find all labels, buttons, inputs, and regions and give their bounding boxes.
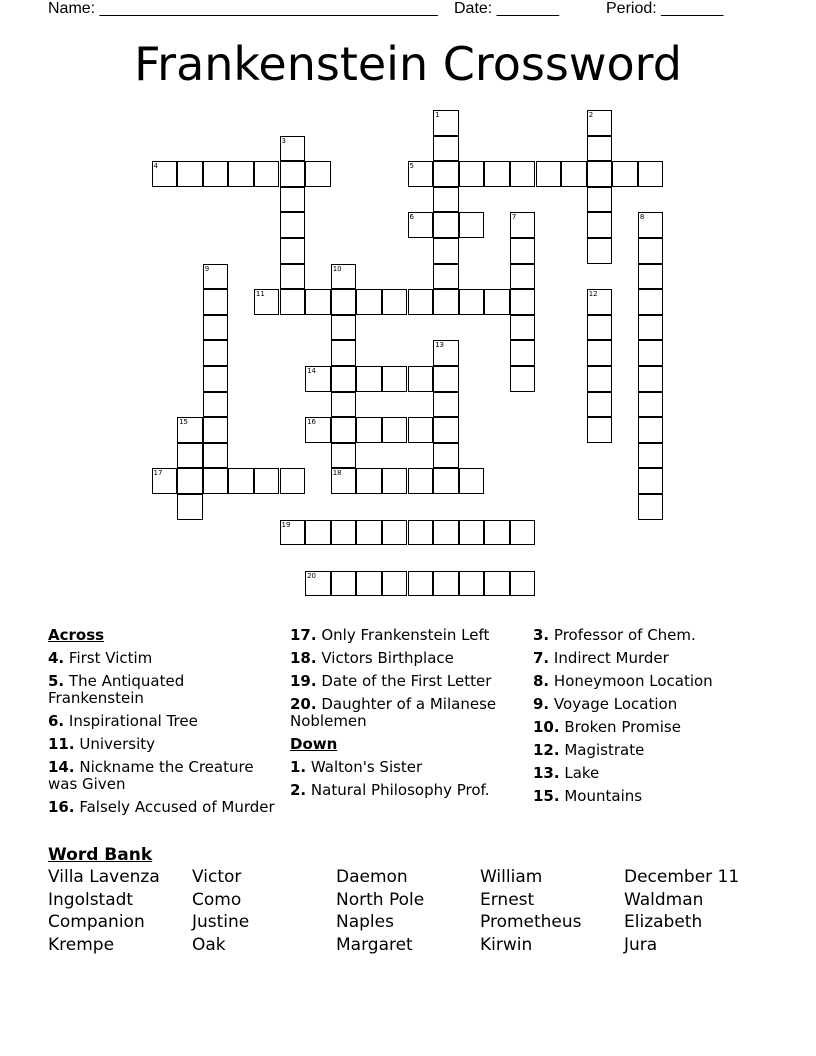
crossword-cell[interactable]	[152, 468, 178, 494]
crossword-cell[interactable]	[510, 520, 536, 546]
crossword-cell[interactable]	[536, 161, 562, 187]
period-field[interactable]: Period: _______	[606, 0, 724, 17]
word-bank-column	[624, 866, 739, 957]
word-bank-column	[480, 866, 582, 957]
clues-column-1	[48, 627, 278, 822]
crossword-cell[interactable]	[587, 161, 613, 187]
word-bank-word: Margaret	[336, 935, 413, 956]
word-bank-word: Jura	[624, 935, 658, 956]
word-bank-word: Ernest	[480, 889, 535, 910]
crossword-cell[interactable]	[331, 392, 357, 418]
clue-number: 19	[281, 520, 291, 529]
clue-across-11: 11. University	[48, 735, 156, 753]
crossword-cell[interactable]	[203, 443, 229, 469]
clue-number: 13	[435, 341, 445, 350]
crossword-cell[interactable]	[587, 187, 613, 213]
crossword-cell[interactable]	[331, 315, 357, 341]
crossword-cell[interactable]	[177, 443, 203, 469]
crossword-cell[interactable]	[484, 161, 510, 187]
crossword-cell[interactable]	[280, 289, 306, 315]
crossword-cell[interactable]	[331, 264, 357, 290]
word-bank-word: Victor	[192, 867, 242, 887]
word-bank-word: North Pole	[336, 889, 425, 910]
crossword-cell[interactable]	[459, 468, 485, 494]
crossword-cell[interactable]	[433, 520, 459, 546]
clue-down-8: 8. Honeymoon Location	[533, 672, 713, 690]
crossword-cell[interactable]	[433, 136, 459, 162]
crossword-cell[interactable]	[177, 417, 203, 443]
word-bank-word: Daemon	[336, 867, 408, 887]
crossword-cell[interactable]	[587, 238, 613, 264]
crossword-cell[interactable]	[433, 340, 459, 366]
crossword-cell[interactable]	[280, 161, 306, 187]
clue-across-16: 16. Falsely Accused of Murder	[48, 798, 275, 816]
crossword-cell[interactable]	[254, 289, 280, 315]
crossword-cell[interactable]	[433, 392, 459, 418]
crossword-cell[interactable]	[305, 417, 331, 443]
crossword-cell[interactable]	[433, 238, 459, 264]
crossword-cell[interactable]	[177, 494, 203, 520]
crossword-cell[interactable]	[356, 366, 382, 392]
crossword-cell[interactable]	[203, 392, 229, 418]
crossword-cell[interactable]	[331, 289, 357, 315]
crossword-cell[interactable]	[203, 315, 229, 341]
crossword-cell[interactable]	[459, 520, 485, 546]
crossword-cell[interactable]	[484, 571, 510, 597]
date-field[interactable]: Date: _______	[454, 0, 559, 17]
word-bank-word: Kirwin	[480, 935, 533, 956]
crossword-cell[interactable]	[638, 161, 664, 187]
clue-number: 2	[588, 111, 594, 119]
crossword-cell[interactable]	[510, 366, 536, 392]
clue-across-5: 5. The Antiquated Frankenstein	[48, 672, 185, 707]
crossword-cell[interactable]	[510, 161, 536, 187]
crossword-cell[interactable]	[203, 340, 229, 366]
crossword-cell[interactable]	[612, 161, 638, 187]
clue-number: 17	[153, 469, 163, 478]
crossword-cell[interactable]	[433, 468, 459, 494]
crossword-cell[interactable]	[382, 520, 408, 546]
clue-number: 3	[281, 136, 286, 145]
crossword-cell[interactable]	[484, 289, 510, 315]
word-bank-word: Krempe	[48, 935, 115, 956]
crossword-cell[interactable]	[459, 161, 485, 187]
crossword-cell[interactable]	[587, 289, 613, 315]
word-bank-word: Como	[192, 889, 242, 910]
crossword-cell[interactable]	[638, 212, 664, 238]
word-bank-word: Companion	[48, 912, 145, 933]
clue-across-14: 14. Nickname the Creature was Given	[48, 758, 254, 793]
crossword-cell[interactable]	[408, 571, 434, 597]
crossword-cell[interactable]	[203, 468, 229, 494]
crossword-cell[interactable]	[587, 366, 613, 392]
crossword-cell[interactable]	[638, 264, 664, 290]
word-bank-word: Prometheus	[480, 912, 582, 933]
clue-number: 7	[511, 213, 517, 222]
crossword-cell[interactable]	[638, 238, 664, 264]
crossword-cell[interactable]	[254, 468, 280, 494]
crossword-cell[interactable]	[638, 340, 664, 366]
crossword-cell[interactable]	[587, 417, 613, 443]
crossword-cell[interactable]	[638, 366, 664, 392]
clue-number: 15	[179, 418, 189, 427]
crossword-cell[interactable]	[484, 520, 510, 546]
crossword-cell[interactable]	[459, 289, 485, 315]
crossword-cell[interactable]	[561, 161, 587, 187]
clue-down-10: 10. Broken Promise	[533, 718, 681, 736]
crossword-cell[interactable]	[510, 289, 536, 315]
crossword-cell[interactable]	[305, 289, 331, 315]
clue-number: 18	[332, 469, 342, 478]
down-heading: Down	[290, 735, 338, 753]
clue-number: 9	[204, 264, 210, 273]
clue-number: 1	[435, 111, 440, 119]
clue-down-15: 15. Mountains	[533, 787, 643, 805]
crossword-cell[interactable]	[510, 264, 536, 290]
crossword-cell[interactable]	[305, 520, 331, 546]
crossword-cell[interactable]	[408, 212, 434, 238]
crossword-cell[interactable]	[408, 161, 434, 187]
crossword-cell[interactable]	[433, 366, 459, 392]
crossword-cell[interactable]	[510, 212, 536, 238]
crossword-cell[interactable]	[382, 417, 408, 443]
crossword-cell[interactable]	[638, 443, 664, 469]
crossword-cell[interactable]	[331, 340, 357, 366]
word-bank-word: Elizabeth	[624, 912, 703, 933]
crossword-cell[interactable]	[408, 289, 434, 315]
crossword-cell[interactable]	[587, 136, 613, 162]
crossword-cell[interactable]	[459, 212, 485, 238]
crossword-cell[interactable]	[433, 264, 459, 290]
crossword-cell[interactable]	[510, 571, 536, 597]
clue-across-19: 19. Date of the First Letter	[290, 672, 492, 690]
crossword-cell[interactable]	[280, 264, 306, 290]
clue-number: 4	[153, 162, 158, 171]
word-bank-word: Oak	[192, 935, 226, 956]
crossword-cell[interactable]	[638, 417, 664, 443]
crossword-cell[interactable]	[638, 392, 664, 418]
crossword-cell[interactable]	[228, 468, 254, 494]
crossword-cell[interactable]	[280, 212, 306, 238]
crossword-cell[interactable]	[382, 468, 408, 494]
crossword-cell[interactable]	[408, 366, 434, 392]
crossword-cell[interactable]	[408, 468, 434, 494]
crossword-cell[interactable]	[203, 366, 229, 392]
clue-down-9: 9. Voyage Location	[533, 695, 678, 713]
crossword-cell[interactable]	[638, 494, 664, 520]
crossword-cell[interactable]	[433, 110, 459, 136]
clue-across-17: 17. Only Frankenstein Left	[290, 626, 490, 644]
word-bank-word: William	[480, 867, 543, 887]
crossword-cell[interactable]	[382, 571, 408, 597]
crossword-cell[interactable]	[433, 417, 459, 443]
crossword-cell[interactable]	[382, 366, 408, 392]
clue-across-18: 18. Victors Birthplace	[290, 649, 454, 667]
crossword-cell[interactable]	[433, 187, 459, 213]
clue-number: 12	[588, 290, 598, 299]
clue-across-20: 20. Daughter of a Milanese Noblemen	[290, 695, 497, 730]
crossword-cell[interactable]	[280, 187, 306, 213]
crossword-cell[interactable]	[510, 340, 536, 366]
word-bank-title: Word Bank	[48, 845, 153, 865]
clue-number: 16	[307, 418, 317, 427]
word-bank-column	[48, 866, 160, 957]
clue-across-6: 6. Inspirational Tree	[48, 712, 198, 730]
name-field[interactable]: Name: ______________________________________	[48, 0, 438, 17]
crossword-cell[interactable]	[510, 238, 536, 264]
crossword-cell[interactable]	[408, 520, 434, 546]
crossword-cell[interactable]	[433, 161, 459, 187]
crossword-cell[interactable]	[587, 110, 613, 136]
clues-column-2	[290, 627, 520, 805]
crossword-cell[interactable]	[459, 571, 485, 597]
crossword-cell[interactable]	[331, 468, 357, 494]
crossword-cell[interactable]	[280, 468, 306, 494]
crossword-cell[interactable]	[203, 161, 229, 187]
crossword-cell[interactable]	[254, 161, 280, 187]
word-bank-word: Waldman	[624, 889, 704, 910]
clue-number: 10	[332, 264, 342, 273]
crossword-cell[interactable]	[638, 468, 664, 494]
word-bank-word: Ingolstadt	[48, 889, 134, 910]
word-bank-word: Justine	[192, 912, 250, 933]
crossword-cell[interactable]	[305, 571, 331, 597]
clue-number: 5	[409, 162, 414, 171]
crossword-cell[interactable]	[356, 289, 382, 315]
crossword-cell[interactable]	[638, 315, 664, 341]
crossword-cell[interactable]	[305, 366, 331, 392]
crossword-cell[interactable]	[587, 392, 613, 418]
word-bank-column	[192, 866, 249, 957]
crossword-cell[interactable]	[177, 468, 203, 494]
word-bank-column	[336, 866, 424, 957]
crossword-cell[interactable]	[305, 161, 331, 187]
crossword-cell[interactable]	[587, 212, 613, 238]
crossword-cell[interactable]	[203, 264, 229, 290]
crossword-cell[interactable]	[331, 443, 357, 469]
crossword-cell[interactable]	[280, 520, 306, 546]
crossword-cell[interactable]	[587, 315, 613, 341]
clues-column-3	[533, 627, 773, 811]
clue-number: 14	[307, 367, 317, 375]
clue-down-3: 3. Professor of Chem.	[533, 626, 696, 644]
clue-number: 11	[255, 290, 265, 299]
crossword-cell[interactable]	[356, 417, 382, 443]
crossword-cell[interactable]	[177, 161, 203, 187]
page-title: Frankenstein Crossword	[134, 37, 682, 91]
word-bank-word: December 11	[624, 867, 740, 887]
crossword-cell[interactable]	[638, 289, 664, 315]
crossword-cell[interactable]	[510, 315, 536, 341]
clue-number: 8	[639, 213, 645, 222]
word-bank-word: Naples	[336, 912, 394, 933]
clue-number: 6	[409, 213, 414, 222]
crossword-cell[interactable]	[382, 289, 408, 315]
crossword-cell[interactable]	[203, 289, 229, 315]
crossword-cell[interactable]	[331, 571, 357, 597]
clue-down-2: 2. Natural Philosophy Prof.	[290, 781, 490, 799]
word-bank-word: Villa Lavenza	[48, 867, 160, 887]
crossword-cell[interactable]	[356, 571, 382, 597]
across-heading: Across	[48, 626, 105, 644]
crossword-cell[interactable]	[203, 417, 229, 443]
crossword-cell[interactable]	[433, 212, 459, 238]
clue-down-1: 1. Walton's Sister	[290, 758, 423, 776]
clue-across-4: 4. First Victim	[48, 649, 153, 667]
crossword-cell[interactable]	[228, 161, 254, 187]
crossword-cell[interactable]	[331, 417, 357, 443]
crossword-cell[interactable]	[587, 340, 613, 366]
clue-down-12: 12. Magistrate	[533, 741, 645, 759]
crossword-cell[interactable]	[331, 366, 357, 392]
crossword-cell[interactable]	[433, 289, 459, 315]
crossword-cell[interactable]	[433, 443, 459, 469]
crossword-cell[interactable]	[331, 520, 357, 546]
clue-down-7: 7. Indirect Murder	[533, 649, 669, 667]
crossword-cell[interactable]	[152, 161, 178, 187]
crossword-cell[interactable]	[280, 136, 306, 162]
crossword-cell[interactable]	[356, 468, 382, 494]
clue-number: 20	[307, 571, 317, 580]
crossword-cell[interactable]	[280, 238, 306, 264]
clue-down-13: 13. Lake	[533, 764, 600, 782]
crossword-cell[interactable]	[356, 520, 382, 546]
crossword-cell[interactable]	[433, 571, 459, 597]
crossword-cell[interactable]	[408, 417, 434, 443]
